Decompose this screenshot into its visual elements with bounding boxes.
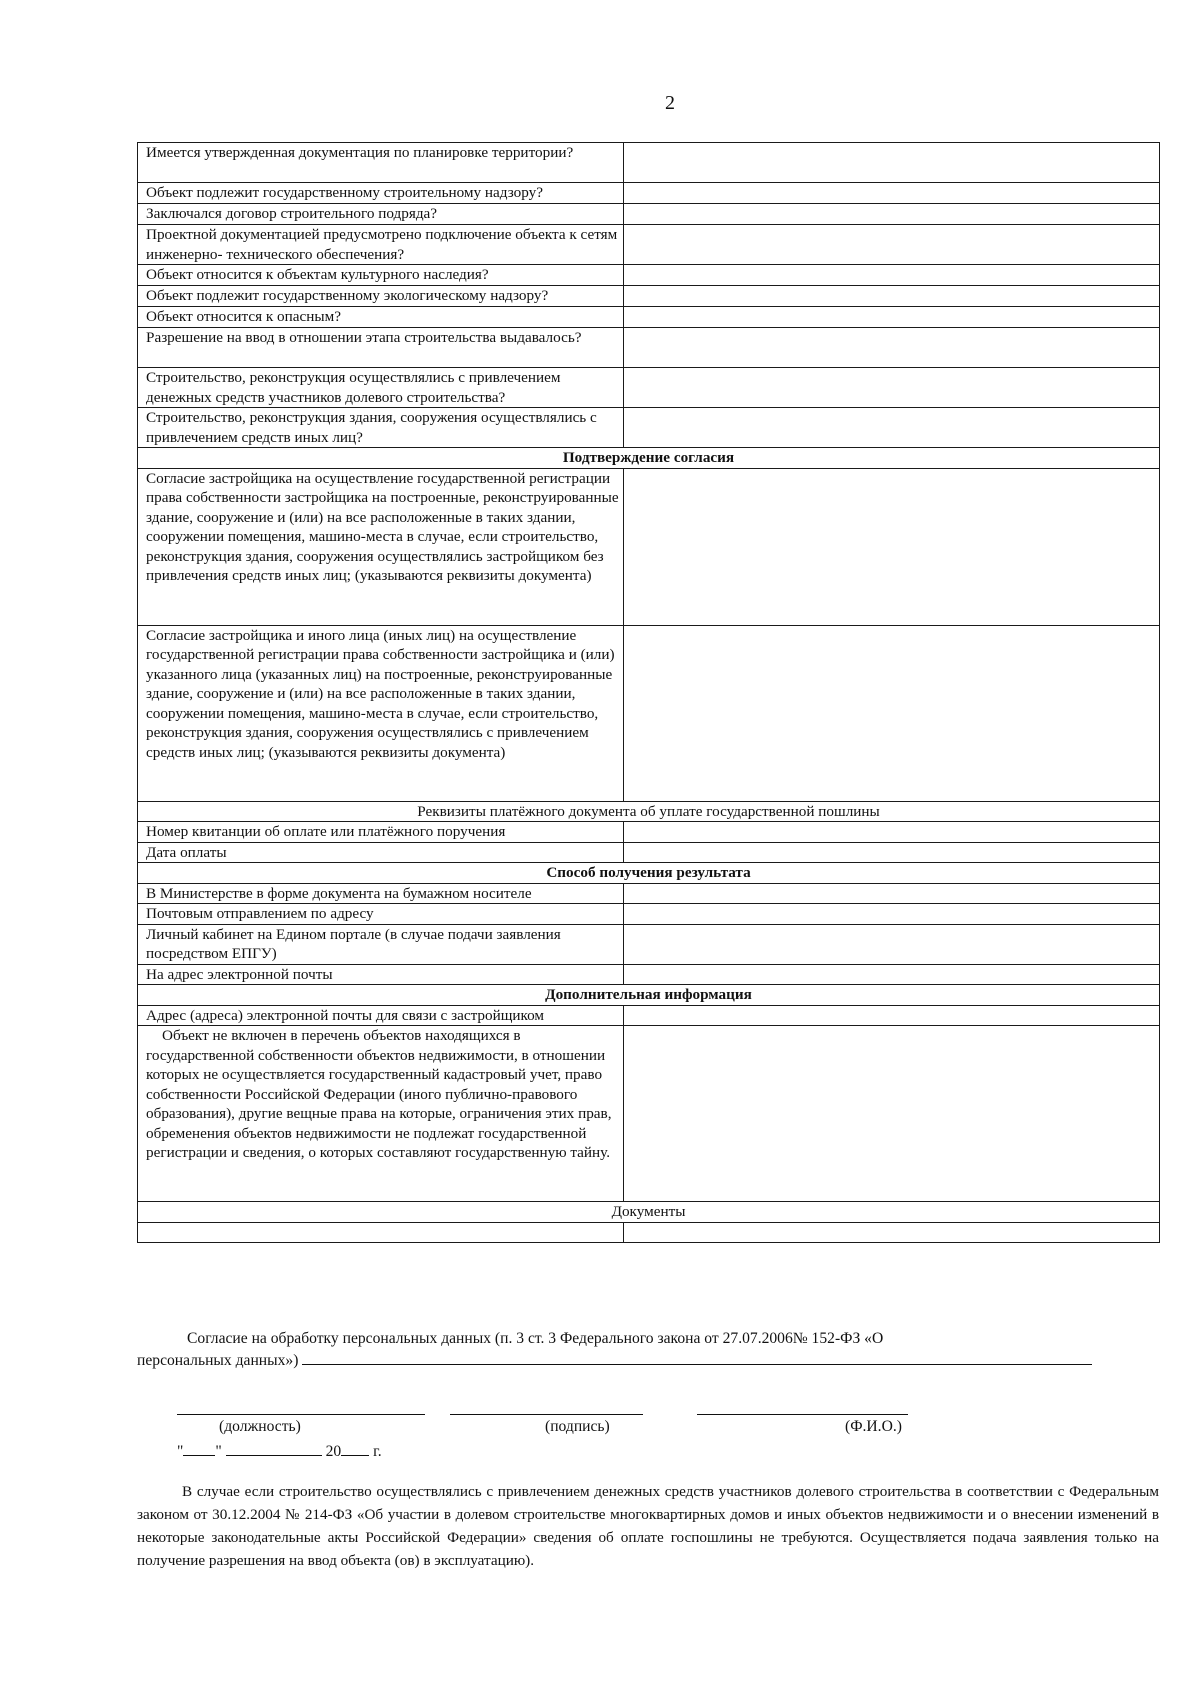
- consent-line-1: Согласие на обработку персональных данных (п. 3 ст. 3 Федерального закона от 27.07.2006№ 152-ФЗ «О: [187, 1330, 884, 1347]
- section-header-additional: Дополнительная информация: [138, 985, 1160, 1006]
- answer-field[interactable]: [624, 265, 1160, 286]
- consent-field[interactable]: [624, 468, 1160, 625]
- section-header-consent: Подтверждение согласия: [138, 448, 1160, 469]
- payment-receipt-number-field[interactable]: [624, 822, 1160, 843]
- table-row: [138, 625, 1160, 801]
- consent-line-2-text: персональных данных»): [137, 1352, 299, 1369]
- personal-data-consent: [137, 1328, 1159, 1372]
- date-row: [177, 1441, 382, 1461]
- answer-field[interactable]: [624, 368, 1160, 408]
- table-row: [138, 1222, 1160, 1242]
- result-option-label: В Министерстве в форме документа на бумажном носителе: [138, 883, 624, 904]
- date-quote-open: ": [177, 1443, 184, 1460]
- date-month-field[interactable]: [226, 1441, 322, 1456]
- signature-lines: [0, 1414, 1200, 1416]
- section-header-documents: Документы: [138, 1202, 1160, 1223]
- table-row: [138, 183, 1160, 204]
- section-header-row: [138, 985, 1160, 1006]
- consent-label: Согласие застройщика и иного лица (иных лиц) на осуществление государственной регистрации права собственности застройщика и (или) указанного лица (указанных лиц) на построенные, реконструированные здание, сооружение и (или) на все расположенные в таких здании, сооружении помещения, машино-места в случае, если строительство, реконструкция здания, сооружения осуществлялись с привлечением средств иных лиц; (указываются реквизиты документа): [138, 625, 624, 801]
- consent-line-2: [137, 1350, 1159, 1372]
- answer-field[interactable]: [624, 286, 1160, 307]
- question-label: Заключался договор строительного подряда?: [138, 204, 624, 225]
- answer-field[interactable]: [624, 204, 1160, 225]
- answer-field[interactable]: [624, 408, 1160, 448]
- position-label: (должность): [219, 1418, 301, 1435]
- table-row: [138, 904, 1160, 925]
- document-field[interactable]: [624, 1222, 1160, 1242]
- result-option-field[interactable]: [624, 883, 1160, 904]
- payment-label: Номер квитанции об оплате или платёжного поручения: [138, 822, 624, 843]
- position-line[interactable]: [177, 1414, 425, 1415]
- table-row: [138, 204, 1160, 225]
- question-label: Объект относится к опасным?: [138, 307, 624, 328]
- consent-field[interactable]: [624, 625, 1160, 801]
- table-row: [138, 286, 1160, 307]
- document-field[interactable]: [138, 1222, 624, 1242]
- answer-field[interactable]: [624, 225, 1160, 265]
- section-header-row: [138, 448, 1160, 469]
- table-row: [138, 842, 1160, 863]
- payment-label: Дата оплаты: [138, 842, 624, 863]
- section-header-payment: Реквизиты платёжного документа об уплате государственной пошлины: [138, 801, 1160, 822]
- table-row: [138, 1005, 1160, 1026]
- result-option-field[interactable]: [624, 924, 1160, 964]
- payment-date-field[interactable]: [624, 842, 1160, 863]
- table-row: [138, 924, 1160, 964]
- table-row: [138, 883, 1160, 904]
- table-row: [138, 408, 1160, 448]
- question-label: Разрешение на ввод в отношении этапа строительства выдавалось?: [138, 328, 624, 368]
- section-header-row: [138, 1202, 1160, 1223]
- table-row: [138, 143, 1160, 183]
- name-label: (Ф.И.О.): [845, 1418, 902, 1435]
- additional-label: Объект не включен в перечень объектов находящихся в государственной собственности объектов недвижимости, в отношении которых не осуществляется государственный кадастровый учет, право собственности Российской Федерации (иного публично-правового образования), другие вещные права на которые, ограничения этих прав, обременения объектов недвижимости не подлежат государственной регистрации и сведения, о которых составляют государственную тайну.: [138, 1026, 624, 1202]
- application-form-table: [137, 142, 1160, 1243]
- signature-line[interactable]: [450, 1414, 643, 1415]
- consent-signature-line[interactable]: [302, 1350, 1092, 1365]
- result-option-field[interactable]: [624, 964, 1160, 985]
- question-label: Строительство, реконструкция здания, сооружения осуществлялись с привлечением средств иных лиц?: [138, 408, 624, 448]
- table-row: [138, 225, 1160, 265]
- table-row: [138, 328, 1160, 368]
- section-header-result: Способ получения результата: [138, 863, 1160, 884]
- date-day-field[interactable]: [183, 1441, 215, 1456]
- consent-label: Согласие застройщика на осуществление государственной регистрации права собственности застройщика на построенные, реконструированные здание, сооружение и (или) на все расположенные в таких здании, сооружении помещения, машино-места в случае, если строительство, реконструкция здания, сооружения осуществлялись застройщиком без привлечения средств иных лиц; (указываются реквизиты документа): [138, 468, 624, 625]
- page-number: 2: [665, 92, 675, 114]
- table-row: [138, 307, 1160, 328]
- result-option-label: Личный кабинет на Едином портале (в случае подачи заявления посредством ЕПГУ): [138, 924, 624, 964]
- question-label: Проектной документацией предусмотрено подключение объекта к сетям инженерно- технического обеспечения?: [138, 225, 624, 265]
- additional-label: Адрес (адреса) электронной почты для связи с застройщиком: [138, 1005, 624, 1026]
- section-header-row: [138, 863, 1160, 884]
- question-label: Имеется утвержденная документация по планировке территории?: [138, 143, 624, 183]
- table-row: [138, 1026, 1160, 1202]
- date-suffix: г.: [373, 1443, 382, 1460]
- question-label: Объект подлежит государственному строительному надзору?: [138, 183, 624, 204]
- table-row: [138, 822, 1160, 843]
- answer-field[interactable]: [624, 143, 1160, 183]
- question-label: Строительство, реконструкция осуществлялись с привлечением денежных средств участников долевого строительства?: [138, 368, 624, 408]
- section-header-row: [138, 801, 1160, 822]
- date-year-field[interactable]: [341, 1441, 369, 1456]
- table-row: [138, 265, 1160, 286]
- result-option-label: Почтовым отправлением по адресу: [138, 904, 624, 925]
- name-line[interactable]: [697, 1414, 908, 1415]
- answer-field[interactable]: [624, 183, 1160, 204]
- additional-info-field[interactable]: [624, 1026, 1160, 1202]
- table-row: [138, 468, 1160, 625]
- question-label: Объект подлежит государственному экологическому надзору?: [138, 286, 624, 307]
- result-option-field[interactable]: [624, 904, 1160, 925]
- table-row: [138, 964, 1160, 985]
- footer-note: В случае если строительство осуществлялись с привлечением денежных средств участников долевого строительства в соответствии с Федеральным законом от 30.12.2004 № 214-ФЗ «Об участии в долевом строительстве многоквартирных домов и иных объектов недвижимости и о внесении изменений в некоторые законодательные акты Российской Федерации» сведения об оплате госпошлины не требуются. Осуществляется подача заявления только на получение разрешения на ввод объекта (ов) в эксплуатацию).: [137, 1483, 1159, 1569]
- signature-label: (подпись): [545, 1418, 610, 1435]
- question-label: Объект относится к объектам культурного наследия?: [138, 265, 624, 286]
- date-year-prefix: 20: [325, 1443, 342, 1460]
- table-row: [138, 368, 1160, 408]
- answer-field[interactable]: [624, 307, 1160, 328]
- result-option-label: На адрес электронной почты: [138, 964, 624, 985]
- contact-email-field[interactable]: [624, 1005, 1160, 1026]
- date-quote-close: ": [215, 1443, 222, 1460]
- answer-field[interactable]: [624, 328, 1160, 368]
